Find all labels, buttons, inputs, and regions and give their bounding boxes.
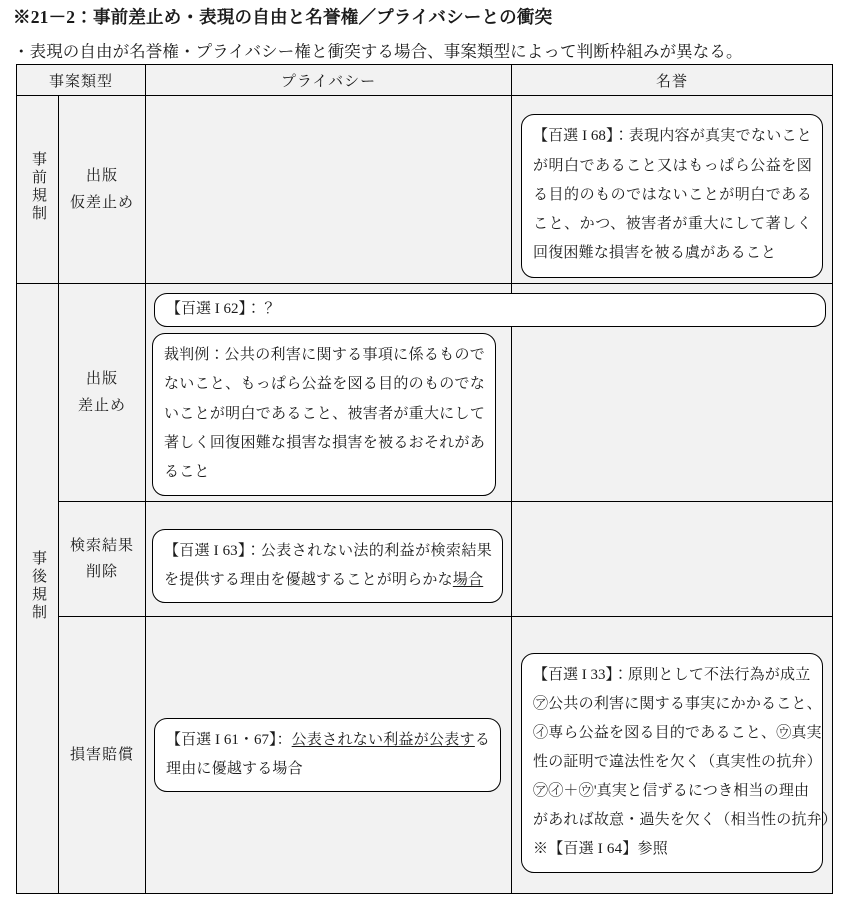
group-label-text: 事前規制 [30,151,46,223]
callout-61-67-body: る理由に優越する場合 [166,732,491,777]
callout-33-line-6: があれば故意・過失を欠く（相当性の抗弁） [533,811,838,828]
header-case-type: 事案類型 [17,65,146,96]
callout-68-body: 表現内容が真実でないことが明白であること又はもっぱら公益を図る目的のものではないことが明白であること、かつ、被害者が重大にして著しく回復困難な損害を被る虞があること [533,128,813,262]
subtype-label-damages [59,617,146,894]
callout-61-67-lead: 【百選 I 61・67】： [166,732,292,748]
subtype-line-1: 出版 [86,371,119,388]
document-title: ※21－2：事前差止め・表現の自由と名誉権／プライバシーとの衝突 [13,7,553,27]
callout-hyakusen-68 [521,114,823,277]
callout-63-lead: 【百選 I 63】： [164,543,261,559]
cell-honor-search-deletion [512,502,833,617]
cell-honor-damages [512,617,838,894]
callout-33-line-2: ㋐公共の利害に関する事実にかかること、 [533,696,822,713]
header-privacy: プライバシー [146,65,512,96]
callout-case-law-body: 公共の利害に関する事項に係るものでないこと、もっぱら公益を図る目的のものでないことが明白であること、被害者が重大にして著しく回復困難な損害な損害を被るおそれがあること [164,347,486,480]
group-label-ex-post [17,284,59,894]
cell-privacy-damages [146,617,512,894]
callout-33-line-3: ㋑専ら公益を図る目的であること、㋒真実 [533,725,822,742]
table-row [17,502,833,617]
subtype-line-1: 検索結果 [70,537,135,554]
subtype-label-search-result-deletion [59,502,146,617]
cell-privacy-search-deletion [146,502,512,617]
callout-case-law [152,333,496,496]
case-type-matrix [16,64,838,892]
subtype-line-2: 差止め [78,397,127,414]
subtype-line-2: 仮差止め [70,194,135,211]
table-row [17,284,833,502]
group-label-text: 事後規制 [30,550,46,622]
subtype-line-1: 損害賠償 [70,746,135,763]
subtype-line-1: 出版 [86,168,119,185]
callout-33-line-5: ㋐㋑＋㋒'真実と信ずるにつき相当の理由 [533,782,810,799]
document-subtitle: ・表現の自由が名誉権・プライバシー権と衝突する場合、事案類型によって判断枠組みが異なる。 [13,42,743,61]
cell-privacy-ex-ante [146,96,512,284]
callout-61-67-body-underlined: 公表されない利益が公表す [291,732,475,748]
cell-privacy-publication-injunction [146,284,512,502]
comparison-table [16,64,838,894]
callout-63-body: 公表されない法的利益が検索結果を提供する理由を優越することが明らかな [164,543,493,588]
callout-33-line-1-rest: 原則として不法行為が成立 [628,667,811,684]
subtype-label-publication-provisional [59,96,146,284]
callout-62-body: ？ [261,301,277,317]
callout-68-lead: 【百選 I 68】： [533,128,629,145]
group-label-ex-ante [17,96,59,284]
callout-33-lead: 【百選 I 33】： [533,667,629,684]
cell-honor-ex-ante [512,96,833,284]
callout-62-lead: 【百選 I 62】： [166,301,262,317]
callout-33-line-1 [533,661,812,690]
callout-hyakusen-61-67 [154,718,501,792]
subtype-label-publication-injunction [59,284,146,502]
subtype-line-2: 削除 [86,564,119,580]
table-row [17,617,833,894]
header-honor: 名誉 [512,65,833,96]
callout-hyakusen-33 [521,653,838,873]
callout-33-line-7: ※【百選 I 64】参照 [533,840,668,857]
callout-hyakusen-63 [152,529,503,603]
callout-case-law-lead: 裁判例： [164,347,225,363]
table-row [17,96,833,284]
callout-33-line-4: 性の証明で違法性を欠く（真実性の抗弁） [533,754,822,771]
callout-63-body-underlined: 場合 [452,571,484,588]
callout-hyakusen-62 [154,293,826,327]
table-header-row [17,65,833,96]
